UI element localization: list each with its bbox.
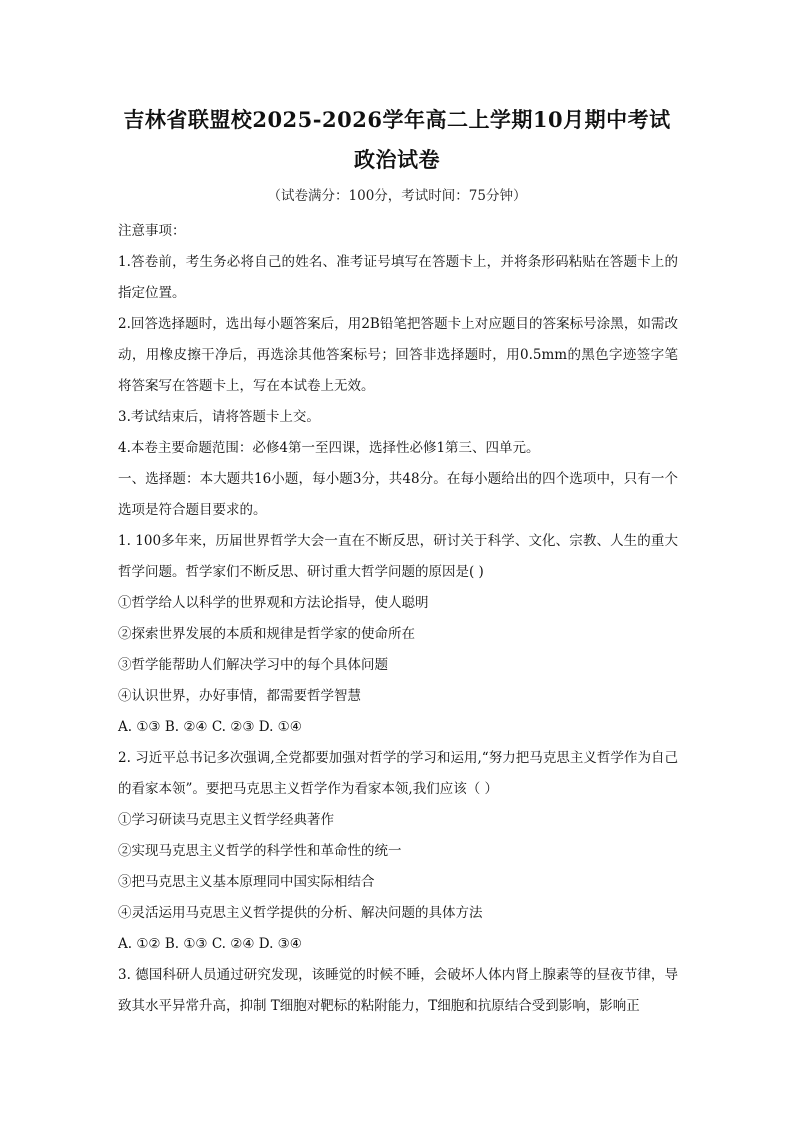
question-stem: 2. 习近平总书记多次强调,全党都要加强对哲学的学习和运用,“努力把马克思主义哲学作为自己的看家本领”。要把马克思主义哲学作为看家本领,我们应该（ ） — [118, 750, 678, 797]
question-statement: ①哲学给人以科学的世界观和方法论指导，使人聪明 — [118, 595, 429, 611]
exam-content — [118, 216, 678, 1022]
notice-heading: 注意事项： — [118, 223, 186, 239]
notice-item: 4.本卷主要命题范围：必修4第一至四课，选择性必修1第三、四单元。 — [118, 440, 540, 456]
notice-item: 2.回答选择题时，选出每小题答案后，用2B铅笔把答题卡上对应题目的答案标号涂黑，如需改动，用橡皮擦干净后，再选涂其他答案标号；回答非选择题时，用0.5mm的黑色字迹签字笔将答案写在答题卡上，写在本试卷上无效。 — [118, 316, 678, 394]
section-heading: 一、选择题：本大题共16小题，每小题3分，共48分。在每小题给出的四个选项中，只有一个选项是符合题目要求的。 — [118, 471, 678, 518]
question-stem: 3. 德国科研人员通过研究发现，该睡觉的时候不睡，会破坏人体内肾上腺素等的昼夜节律，导致其水平异常升高，抑制 T细胞对靶标的粘附能力，T细胞和抗原结合受到影响，影响正 — [118, 967, 678, 1014]
notice-item: 3.考试结束后，请将答题卡上交。 — [118, 409, 320, 425]
exam-info: （试卷满分：100分，考试时间：75分钟） — [267, 188, 527, 204]
question-statement: ④认识世界，办好事情，都需要哲学智慧 — [118, 688, 361, 704]
question-statement: ②实现马克思主义哲学的科学性和革命性的统一 — [118, 843, 402, 859]
question-statement: ②探索世界发展的本质和规律是哲学家的使命所在 — [118, 626, 415, 642]
question-options: A. ①③ B. ②④ C. ②③ D. ①④ — [118, 719, 302, 735]
question-statement: ③把马克思主义基本原理同中国实际相结合 — [118, 874, 375, 890]
exam-title: 吉林省联盟校2025-2026学年高二上学期10月期中考试 — [123, 107, 671, 132]
question-stem: 1. 100多年来，历届世界哲学大会一直在不断反思，研讨关于科学、文化、宗教、人生的重大哲学问题。哲学家们不断反思、研讨重大哲学问题的原因是( ) — [118, 533, 678, 580]
question-statement: ④灵活运用马克思主义哲学提供的分析、解决问题的具体方法 — [118, 905, 483, 921]
question-options: A. ①② B. ①③ C. ②④ D. ③④ — [118, 936, 302, 952]
exam-subject: 政治试卷 — [354, 147, 440, 172]
question-statement: ①学习研读马克思主义哲学经典著作 — [118, 812, 334, 828]
question-statement: ③哲学能帮助人们解决学习中的每个具体问题 — [118, 657, 388, 673]
notice-item: 1.答卷前，考生务必将自己的姓名、准考证号填写在答题卡上，并将条形码粘贴在答题卡上的指定位置。 — [118, 254, 678, 301]
